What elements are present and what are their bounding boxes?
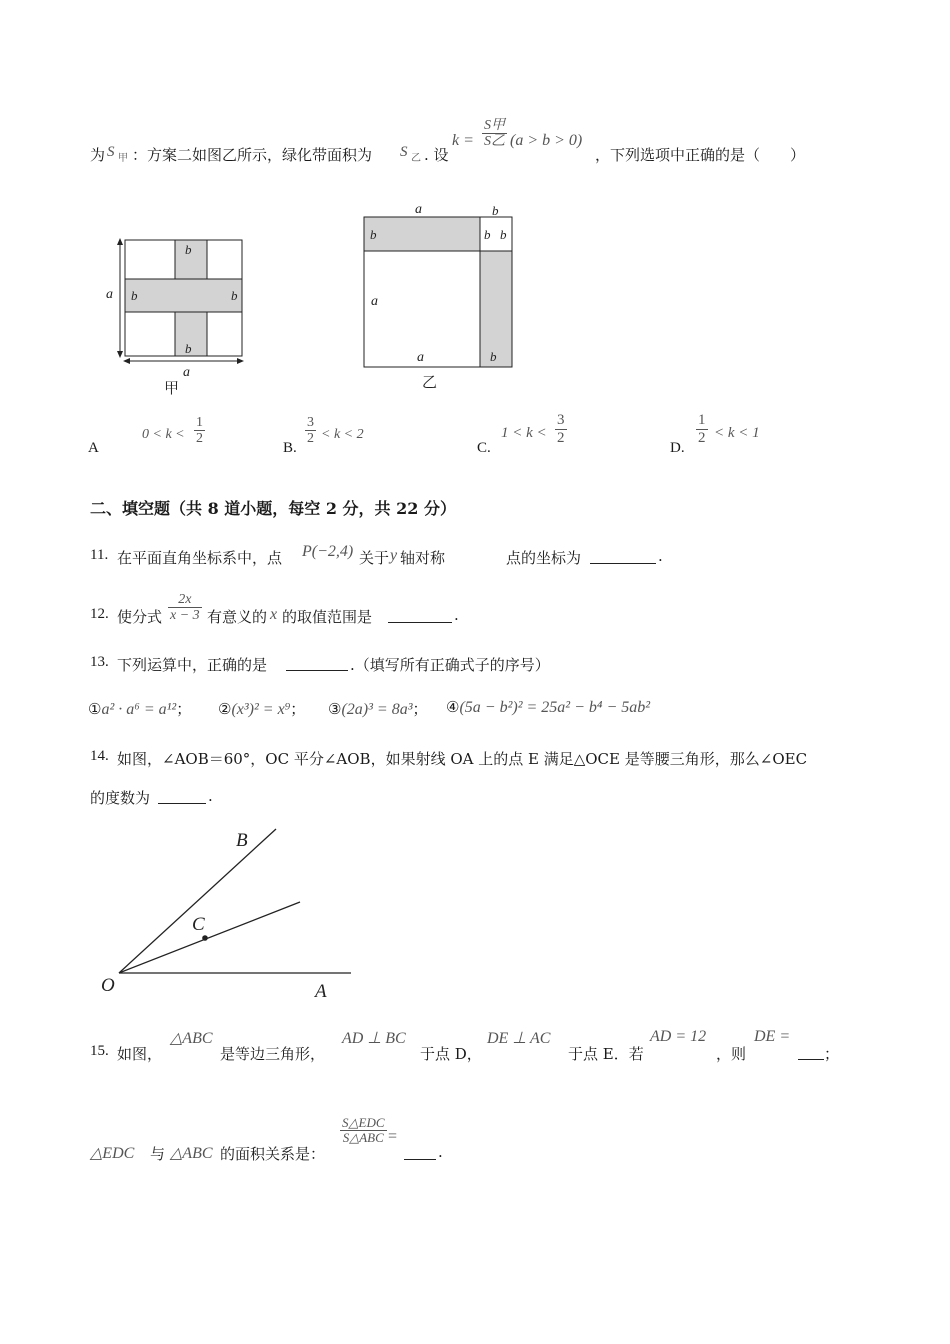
q14-answer-blank[interactable] — [158, 803, 206, 804]
option-b-right: < k < 2 — [321, 427, 364, 442]
figure-yi — [355, 198, 525, 393]
q15-tri-edc: △EDC — [90, 1145, 135, 1162]
q10-text-3: . 设 — [424, 146, 449, 164]
option-a-den: 2 — [196, 431, 203, 447]
yi-label-b-mid2: b — [500, 227, 507, 242]
jia-caption: 甲 — [164, 379, 180, 397]
option-b-letter: B. — [283, 440, 297, 456]
option-b-fraction — [305, 415, 316, 447]
q13-item-3 — [328, 698, 428, 719]
jia-label-a-left: a — [106, 287, 113, 302]
q12-text-3: 的取值范围是 — [282, 608, 373, 626]
figure-jia — [100, 232, 250, 397]
question-13 — [90, 652, 850, 676]
q15-end-2: . — [438, 1143, 443, 1161]
question-15-line-2 — [90, 1114, 870, 1170]
label-o: O — [101, 975, 115, 996]
yi-caption: 乙 — [422, 373, 438, 391]
q13-item-3-expr: (2a)³ = 8a³ — [341, 701, 413, 718]
question-11 — [90, 543, 850, 569]
q15-ad-perp-bc: AD ⊥ BC — [342, 1030, 406, 1047]
option-c-letter: C. — [477, 440, 491, 456]
question-15-line-1 — [90, 1026, 870, 1066]
q14-line-2: 的度数为 — [90, 789, 151, 807]
q12-fraction — [168, 592, 202, 624]
label-a: A — [315, 981, 327, 1002]
q15-number: 15. — [90, 1043, 109, 1059]
yi-label-b-bottom: b — [490, 349, 497, 364]
option-c[interactable] — [477, 410, 657, 462]
q15-ratio-answer-blank[interactable] — [404, 1159, 436, 1160]
label-c: C — [192, 914, 205, 935]
q11-number: 11. — [90, 547, 109, 563]
q15-text-7: 的面积关系是： — [220, 1145, 326, 1163]
q11-end: . — [658, 547, 663, 565]
option-d-letter: D. — [670, 440, 685, 456]
option-c-left: 1 < k < — [501, 425, 547, 441]
q12-text-1: 使分式 — [117, 608, 163, 626]
jia-left-arrow-top — [117, 238, 123, 245]
q10-text-1: 为 — [90, 146, 106, 164]
q12-fraction-num: 2x — [168, 592, 202, 608]
q14-end: . — [208, 787, 213, 805]
jia-label-b-left: b — [131, 288, 138, 303]
q15-text-4: 于点 E．若 — [568, 1045, 644, 1063]
q11-text-2: 关于 — [359, 549, 390, 567]
yi-label-b-mid1: b — [484, 227, 491, 242]
q13-item-2-sep: ； — [290, 700, 306, 718]
q11-answer-blank[interactable] — [590, 563, 656, 564]
label-b: B — [236, 830, 248, 851]
q13-item-4-expr: (5a − b²)² = 25a² − b⁴ − 5ab² — [459, 699, 651, 716]
q12-var-x: x — [270, 606, 278, 623]
q13-item-1-mark: ① — [88, 700, 102, 718]
q12-text-2: 有意义的 — [207, 608, 268, 626]
option-a-num: 1 — [196, 415, 203, 430]
option-c-fraction — [555, 412, 567, 446]
q12-end: . — [454, 606, 459, 624]
option-d[interactable] — [670, 410, 850, 462]
question-14 — [90, 748, 870, 808]
q12-fraction-den: x − 3 — [170, 608, 200, 624]
q15-ratio-den: S△ABC — [342, 1130, 384, 1146]
option-d-num: 1 — [698, 412, 706, 428]
q12-number: 12. — [90, 606, 109, 622]
k-fraction — [482, 118, 507, 150]
ray-ob — [119, 829, 276, 973]
q14-line-1: 如图，∠AOB＝60°，OC 平分∠AOB，如果射线 OA 上的点 E 满足△OCE 是等腰三角形，那么∠OEC — [117, 750, 808, 768]
s-jia-symbol: S — [107, 144, 115, 160]
q15-tri-abc: △ABC — [170, 1030, 213, 1047]
s-yi-subscript: 乙 — [411, 153, 421, 164]
q13-answer-blank[interactable] — [286, 670, 348, 671]
q12-answer-blank[interactable] — [388, 622, 452, 623]
option-b-den: 2 — [307, 431, 314, 447]
yi-top-strip — [364, 217, 480, 251]
q13-expressions — [88, 698, 868, 724]
q15-de-perp-ac: DE ⊥ AC — [487, 1030, 551, 1047]
q15-text-1: 如图， — [117, 1045, 163, 1063]
q15-area-ratio — [340, 1116, 387, 1146]
k-fraction-numerator: S甲 — [484, 118, 505, 133]
q13-item-4 — [446, 698, 650, 717]
q15-text-5: ，则 — [716, 1045, 747, 1063]
q15-text-2: 是等边三角形， — [220, 1045, 326, 1063]
point-c — [202, 935, 208, 941]
q11-text-4: 点的坐标为 — [506, 549, 582, 567]
q11-var-y: y — [390, 547, 398, 564]
option-d-right: < k < 1 — [714, 425, 760, 441]
s-yi-symbol: S — [400, 144, 408, 160]
q13-item-3-sep: ； — [412, 700, 428, 718]
q13-item-4-mark: ④ — [446, 698, 460, 716]
option-d-den: 2 — [698, 429, 706, 446]
q11-point: P(−2,4) — [302, 543, 354, 560]
q11-text-3: 轴对称 — [400, 549, 446, 567]
jia-left-arrow-bottom — [117, 351, 123, 358]
jia-horizontal-strip — [125, 279, 242, 312]
q10-text-4: ，下列选项中正确的是（ ） — [595, 146, 806, 164]
yi-label-a-top: a — [415, 202, 422, 217]
q13-item-2-expr: (x³)² = x⁹ — [231, 701, 291, 718]
q14-number: 14. — [90, 748, 109, 764]
ray-oc — [119, 902, 300, 973]
option-a[interactable] — [88, 412, 268, 462]
k-condition: (a > b > 0) — [510, 132, 583, 149]
jia-bottom-arrow-left — [123, 358, 130, 364]
option-d-fraction — [696, 412, 708, 446]
q15-end-1: ； — [824, 1045, 840, 1063]
q13-number: 13. — [90, 654, 109, 670]
question-12 — [90, 592, 850, 634]
figure-angle-aob — [95, 822, 360, 1007]
option-b[interactable] — [283, 412, 463, 462]
section-2-heading: 二、填空题（共 8 道小题，每空 2 分，共 22 分） — [90, 499, 456, 518]
k-definition-lhs: k = — [452, 132, 474, 149]
q13-text-2: .（填写所有正确式子的序号） — [350, 656, 550, 674]
q13-item-1-sep: ； — [176, 700, 192, 718]
s-jia-subscript: 甲 — [118, 153, 128, 164]
jia-label-a-bottom: a — [183, 365, 190, 380]
q15-de-answer-blank[interactable] — [798, 1059, 824, 1060]
q15-ratio-num: S△EDC — [342, 1115, 385, 1130]
q11-text-1: 在平面直角坐标系中，点 — [117, 549, 283, 567]
q13-item-1-expr: a² · a⁶ = a¹² — [101, 701, 177, 718]
yi-label-b-strip: b — [370, 227, 377, 242]
q13-item-2-mark: ② — [218, 700, 232, 718]
q15-tri-abc-2: △ABC — [170, 1145, 213, 1162]
jia-label-b-right: b — [231, 288, 238, 303]
q15-text-6: 与 — [150, 1145, 166, 1163]
q10-text-2: ：方案二如图乙所示，绿化带面积为 — [132, 146, 373, 164]
q13-item-1 — [88, 698, 191, 719]
option-b-num: 3 — [307, 415, 314, 430]
jia-label-b-top: b — [185, 242, 192, 257]
q15-ratio-eq: = — [388, 1128, 398, 1145]
q13-text-1: 下列运算中，正确的是 — [117, 656, 268, 674]
yi-label-a-bottom: a — [417, 350, 424, 365]
jia-label-b-bottom: b — [185, 341, 192, 356]
q15-de-eq: DE = — [754, 1028, 791, 1045]
q13-item-3-mark: ③ — [328, 700, 342, 718]
k-fraction-denominator: S乙 — [484, 134, 505, 150]
option-c-den: 2 — [557, 429, 565, 446]
q15-ad-value: AD = 12 — [650, 1028, 707, 1045]
option-a-letter: A — [88, 440, 99, 456]
jia-bottom-arrow-right — [237, 358, 244, 364]
q13-item-2 — [218, 698, 305, 719]
option-a-fraction — [194, 415, 205, 447]
yi-label-b-top: b — [492, 203, 499, 218]
option-a-left: 0 < k < — [142, 427, 185, 442]
yi-label-a-left: a — [371, 294, 378, 309]
q15-text-3: 于点 D， — [420, 1045, 482, 1063]
option-c-num: 3 — [557, 412, 565, 428]
